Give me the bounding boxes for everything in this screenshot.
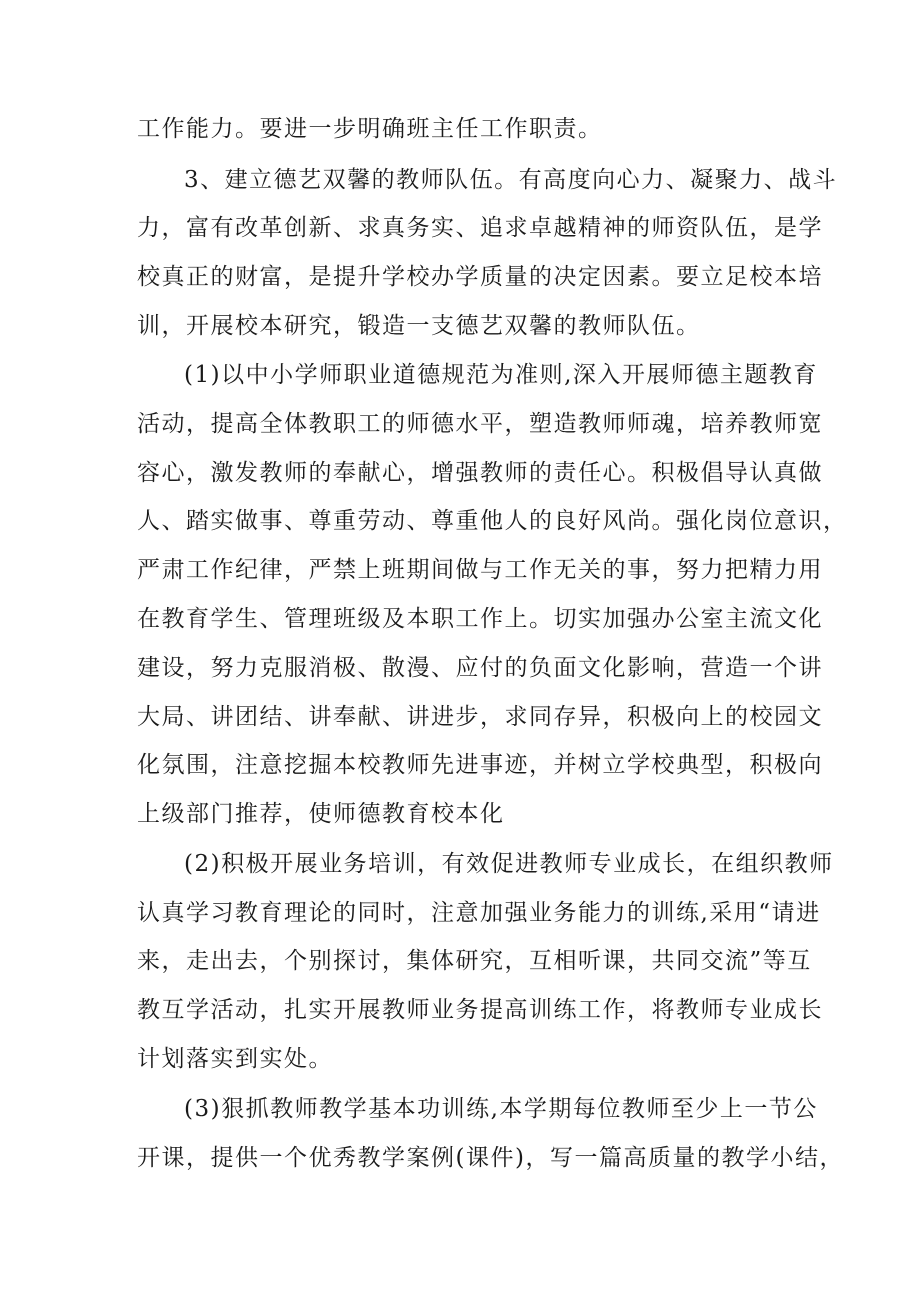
paragraph-line: (2)积极开展业务培训，有效促进教师专业成长，在组织教师 bbox=[184, 851, 834, 877]
paragraph-line: 建设，努力克服消极、散漫、应付的负面文化影响，营造一个讲 bbox=[137, 655, 823, 681]
paragraph-line: 训，开展校本研究，锻造一支德艺双馨的教师队伍。 bbox=[137, 313, 701, 339]
paragraph-line: 在教育学生、管理班级及本职工作上。切实加强办公室主流文化 bbox=[137, 606, 823, 632]
paragraph-line: 化氛围，注意挖掘本校教师先进事迹，并树立学校典型，积极向 bbox=[137, 752, 823, 778]
paragraph-line: (1)以中小学师职业道德规范为准则,深入开展师德主题教育 bbox=[184, 362, 818, 388]
paragraph-line: 校真正的财富，是提升学校办学质量的决定因素。要立足校本培 bbox=[137, 264, 823, 290]
paragraph-line: 严肃工作纪律，严禁上班期间做与工作无关的事，努力把精力用 bbox=[137, 557, 823, 583]
paragraph-line: (3)狠抓教师教学基本功训练,本学期每位教师至少上一节公 bbox=[184, 1096, 818, 1122]
paragraph-line: 认真学习教育理论的同时，注意加强业务能力的训练,采用“请进 bbox=[137, 900, 821, 926]
paragraph-line: 来，走出去，个别探讨，集体研究，互相听课，共同交流”等互 bbox=[137, 948, 812, 974]
paragraph-line: 容心，激发教师的奉献心，增强教师的责任心。积极倡导认真做 bbox=[137, 460, 823, 486]
paragraph-line: 大局、讲团结、讲奉献、讲进步，求同存异，积极向上的校园文 bbox=[137, 704, 823, 730]
paragraph-line: 力，富有改革创新、求真务实、追求卓越精神的师资队伍，是学 bbox=[137, 215, 823, 241]
paragraph-line: 人、踏实做事、尊重劳动、尊重他人的良好风尚。强化岗位意识， bbox=[137, 508, 848, 534]
paragraph-line: 工作能力。要进一步明确班主任工作职责。 bbox=[137, 116, 603, 142]
paragraph-line: 活动，提高全体教职工的师德水平，塑造教师师魂，培养教师宽 bbox=[137, 411, 823, 437]
paragraph-line: 教互学活动，扎实开展教师业务提高训练工作，将教师专业成长 bbox=[137, 997, 823, 1023]
paragraph-line: 开课，提供一个优秀教学案例(课件)，写一篇高质量的教学小结， bbox=[137, 1145, 844, 1171]
paragraph-line: 计划落实到实处。 bbox=[137, 1046, 333, 1072]
paragraph-line: 上级部门推荐，使师德教育校本化 bbox=[137, 801, 505, 827]
paragraph-line: 3、建立德艺双馨的教师队伍。有高度向心力、凝聚力、战斗 bbox=[184, 167, 838, 193]
